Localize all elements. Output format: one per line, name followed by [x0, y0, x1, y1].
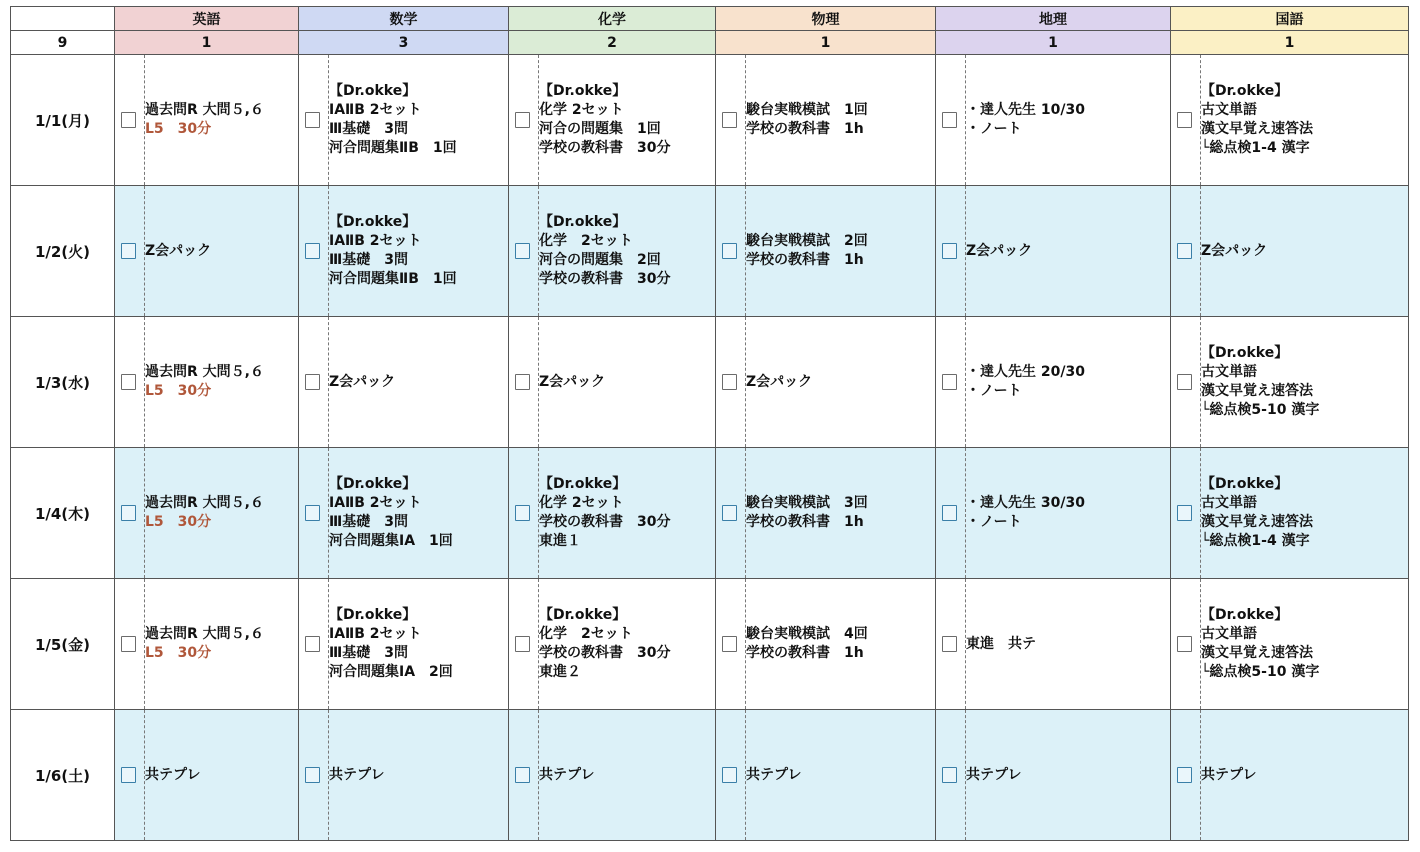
task-line: 古文単語	[1201, 102, 1257, 118]
task-checkbox[interactable]	[722, 505, 737, 521]
task-checkbox[interactable]	[515, 636, 530, 652]
task-line: Z会パック	[329, 373, 396, 390]
task-line: 【Dr.okke】	[329, 214, 417, 230]
task-line: 学校の教科書 30分	[539, 140, 671, 156]
task-line: 共テプレ	[329, 766, 385, 783]
task-line: 駿台実戦模試 1回	[746, 102, 868, 118]
task-cell-english	[115, 186, 299, 317]
task-text	[1198, 475, 1313, 551]
task-cell-japanese	[1171, 317, 1409, 448]
task-line: ⅠAⅡB 2セット	[329, 102, 422, 118]
task-text	[743, 232, 868, 270]
task-checkbox[interactable]	[305, 374, 320, 390]
task-line: 過去問R 大問５,６	[145, 626, 264, 642]
task-line: 河合問題集ⅡB 1回	[329, 140, 457, 156]
day-rows	[11, 55, 1409, 841]
task-line: 学校の教科書 30分	[539, 271, 671, 287]
task-line: 学校の教科書 1h	[746, 645, 864, 661]
corner-cell	[11, 7, 115, 31]
task-line: 東進２	[539, 664, 581, 680]
task-checkbox[interactable]	[722, 243, 737, 259]
task-cell-geography	[936, 448, 1171, 579]
task-text	[963, 101, 1085, 139]
task-checkbox[interactable]	[121, 505, 136, 521]
task-checkbox[interactable]	[1177, 112, 1192, 128]
task-text	[963, 766, 1021, 785]
task-cell-english	[115, 55, 299, 186]
task-checkbox[interactable]	[722, 112, 737, 128]
task-text	[743, 766, 801, 785]
task-line: 共テプレ	[1201, 766, 1257, 783]
task-line: 【Dr.okke】	[329, 476, 417, 492]
date-cell: 1/4(木)	[11, 448, 115, 579]
date-cell: 1/3(水)	[11, 317, 115, 448]
task-line: 化学 2セット	[539, 233, 633, 249]
task-checkbox[interactable]	[1177, 767, 1192, 783]
task-line: Z会パック	[1201, 242, 1268, 259]
task-line: 古文単語	[1201, 495, 1257, 511]
task-checkbox[interactable]	[1177, 374, 1192, 390]
task-line: 漢文早覚え速答法	[1201, 121, 1313, 137]
task-text	[326, 606, 453, 682]
task-cell-geography	[936, 579, 1171, 710]
subject-header-geography: 地理	[936, 7, 1171, 31]
task-line: 過去問R 大問５,６	[145, 495, 264, 511]
task-line: 学校の教科書 1h	[746, 514, 864, 530]
task-checkbox[interactable]	[305, 112, 320, 128]
count-row	[11, 31, 1409, 55]
date-cell: 1/6(土)	[11, 710, 115, 841]
task-line: └総点検5-10 漢字	[1201, 664, 1320, 680]
task-cell-physics	[716, 317, 936, 448]
task-cell-physics	[716, 55, 936, 186]
task-time-note: L5 30分	[145, 121, 212, 137]
task-text	[963, 494, 1085, 532]
task-line: 漢文早覚え速答法	[1201, 383, 1313, 399]
task-checkbox[interactable]	[722, 636, 737, 652]
task-line: Z会パック	[746, 373, 813, 390]
task-line: Ⅲ基礎 3問	[329, 252, 408, 268]
task-checkbox[interactable]	[121, 243, 136, 259]
subject-header-row	[11, 7, 1409, 31]
task-line: 化学 2セット	[539, 102, 624, 118]
task-cell-chemistry	[509, 579, 716, 710]
task-text	[142, 766, 200, 785]
task-text	[1198, 606, 1319, 682]
subject-header-japanese: 国語	[1171, 7, 1409, 31]
task-time-note: L5 30分	[145, 645, 212, 661]
task-line: 【Dr.okke】	[539, 476, 627, 492]
task-checkbox[interactable]	[942, 112, 957, 128]
task-line: 河合問題集ⅠA 2回	[329, 664, 453, 680]
task-checkbox[interactable]	[1177, 636, 1192, 652]
task-checkbox[interactable]	[722, 374, 737, 390]
task-checkbox[interactable]	[305, 767, 320, 783]
task-line: 東進１	[539, 533, 581, 549]
task-line: 駿台実戦模試 4回	[746, 626, 868, 642]
subject-header-english: 英語	[115, 7, 299, 31]
task-checkbox[interactable]	[305, 243, 320, 259]
task-cell-japanese	[1171, 579, 1409, 710]
task-checkbox[interactable]	[121, 374, 136, 390]
task-line: ・達人先生 10/30	[966, 102, 1085, 118]
task-text	[142, 363, 264, 401]
task-cell-physics	[716, 579, 936, 710]
task-line: 共テプレ	[539, 766, 595, 783]
task-line: 【Dr.okke】	[329, 607, 417, 623]
task-cell-physics	[716, 186, 936, 317]
task-line: 共テプレ	[145, 766, 201, 783]
task-text	[326, 475, 453, 551]
task-text	[743, 101, 868, 139]
task-text	[326, 766, 384, 785]
task-line: 【Dr.okke】	[539, 83, 627, 99]
task-line: 共テプレ	[966, 766, 1022, 783]
task-cell-english	[115, 317, 299, 448]
subject-header-chemistry: 化学	[509, 7, 716, 31]
task-line: 河合問題集ⅠA 1回	[329, 533, 453, 549]
task-line: ⅠAⅡB 2セット	[329, 233, 422, 249]
task-text	[142, 101, 264, 139]
task-text	[1198, 242, 1267, 261]
task-line: 河合の問題集 2回	[539, 252, 661, 268]
task-cell-english	[115, 448, 299, 579]
task-checkbox[interactable]	[515, 505, 530, 521]
task-text	[1198, 766, 1256, 785]
task-text	[536, 213, 670, 289]
task-text	[963, 242, 1032, 261]
task-cell-chemistry	[509, 317, 716, 448]
count-label: 9	[11, 31, 115, 55]
task-line: Ⅲ基礎 3問	[329, 645, 408, 661]
task-cell-math	[299, 186, 509, 317]
task-line: └総点検1-4 漢字	[1201, 140, 1310, 156]
task-line: Ⅲ基礎 3問	[329, 514, 408, 530]
task-cell-physics	[716, 710, 936, 841]
task-checkbox[interactable]	[305, 636, 320, 652]
task-line: 東進 共テ	[966, 635, 1036, 652]
task-checkbox[interactable]	[942, 374, 957, 390]
task-text	[1198, 82, 1313, 158]
task-line: 学校の教科書 1h	[746, 252, 864, 268]
task-text	[743, 494, 868, 532]
task-text	[1198, 344, 1319, 420]
task-text	[536, 606, 670, 682]
day-row	[11, 710, 1409, 841]
task-text	[743, 625, 868, 663]
task-line: 化学 2セット	[539, 626, 633, 642]
task-checkbox[interactable]	[942, 636, 957, 652]
task-line: Z会パック	[145, 242, 212, 259]
subject-count-geography: 1	[936, 31, 1171, 55]
task-text	[536, 373, 605, 392]
task-line: Ⅲ基礎 3問	[329, 121, 408, 137]
task-cell-japanese	[1171, 710, 1409, 841]
task-line: 古文単語	[1201, 364, 1257, 380]
task-line: 過去問R 大問５,６	[145, 364, 264, 380]
task-line: 【Dr.okke】	[539, 607, 627, 623]
task-cell-japanese	[1171, 186, 1409, 317]
task-checkbox[interactable]	[722, 767, 737, 783]
study-schedule-table	[10, 6, 1409, 841]
task-checkbox[interactable]	[942, 243, 957, 259]
task-line: 河合問題集ⅡB 1回	[329, 271, 457, 287]
task-line: 【Dr.okke】	[1201, 345, 1289, 361]
task-line: ・達人先生 30/30	[966, 495, 1085, 511]
task-line: 【Dr.okke】	[1201, 476, 1289, 492]
task-cell-geography	[936, 186, 1171, 317]
task-cell-chemistry	[509, 186, 716, 317]
task-text	[963, 635, 1036, 654]
task-line: 共テプレ	[746, 766, 802, 783]
task-cell-geography	[936, 55, 1171, 186]
task-line: 化学 2セット	[539, 495, 624, 511]
task-line: 学校の教科書 1h	[746, 121, 864, 137]
task-cell-japanese	[1171, 55, 1409, 186]
task-text	[326, 213, 457, 289]
task-time-note: L5 30分	[145, 383, 212, 399]
task-text	[963, 363, 1085, 401]
task-line: ⅠAⅡB 2セット	[329, 495, 422, 511]
task-text	[142, 242, 211, 261]
task-text	[536, 766, 594, 785]
task-line: ・達人先生 20/30	[966, 364, 1085, 380]
task-checkbox[interactable]	[121, 636, 136, 652]
date-cell: 1/1(月)	[11, 55, 115, 186]
day-row	[11, 186, 1409, 317]
day-row	[11, 55, 1409, 186]
task-line: └総点検1-4 漢字	[1201, 533, 1310, 549]
task-line: 【Dr.okke】	[539, 214, 627, 230]
subject-count-japanese: 1	[1171, 31, 1409, 55]
task-line: 学校の教科書 30分	[539, 514, 671, 530]
day-row	[11, 317, 1409, 448]
task-line: ⅠAⅡB 2セット	[329, 626, 422, 642]
task-text	[536, 82, 670, 158]
task-checkbox[interactable]	[515, 112, 530, 128]
subject-header-math: 数学	[299, 7, 509, 31]
task-cell-math	[299, 579, 509, 710]
task-cell-chemistry	[509, 55, 716, 186]
task-checkbox[interactable]	[515, 374, 530, 390]
task-cell-geography	[936, 317, 1171, 448]
day-row	[11, 448, 1409, 579]
subject-count-physics: 1	[716, 31, 936, 55]
task-line: 【Dr.okke】	[329, 83, 417, 99]
task-line: ・ノート	[966, 514, 1022, 530]
task-line: 駿台実戦模試 3回	[746, 495, 868, 511]
task-cell-english	[115, 579, 299, 710]
task-checkbox[interactable]	[121, 112, 136, 128]
task-cell-japanese	[1171, 448, 1409, 579]
task-text	[142, 494, 264, 532]
task-text	[326, 82, 457, 158]
task-line: 駿台実戦模試 2回	[746, 233, 868, 249]
task-text	[536, 475, 670, 551]
task-time-note: L5 30分	[145, 514, 212, 530]
task-line: 漢文早覚え速答法	[1201, 514, 1313, 530]
task-line: 【Dr.okke】	[1201, 83, 1289, 99]
day-row	[11, 579, 1409, 710]
task-cell-math	[299, 55, 509, 186]
task-cell-math	[299, 317, 509, 448]
task-cell-math	[299, 710, 509, 841]
subject-header-physics: 物理	[716, 7, 936, 31]
task-checkbox[interactable]	[1177, 505, 1192, 521]
task-cell-physics	[716, 448, 936, 579]
task-line: 【Dr.okke】	[1201, 607, 1289, 623]
task-line: └総点検5-10 漢字	[1201, 402, 1320, 418]
task-line: 古文単語	[1201, 626, 1257, 642]
task-line: 漢文早覚え速答法	[1201, 645, 1313, 661]
task-checkbox[interactable]	[515, 243, 530, 259]
task-checkbox[interactable]	[942, 505, 957, 521]
subject-count-english: 1	[115, 31, 299, 55]
task-cell-math	[299, 448, 509, 579]
task-line: Z会パック	[539, 373, 606, 390]
date-cell: 1/2(火)	[11, 186, 115, 317]
date-cell: 1/5(金)	[11, 579, 115, 710]
task-line: 河合の問題集 1回	[539, 121, 661, 137]
task-line: 学校の教科書 30分	[539, 645, 671, 661]
subject-count-math: 3	[299, 31, 509, 55]
task-text	[326, 373, 395, 392]
task-line: 過去問R 大問５,６	[145, 102, 264, 118]
task-checkbox[interactable]	[1177, 243, 1192, 259]
task-text	[743, 373, 812, 392]
task-checkbox[interactable]	[121, 767, 136, 783]
task-line: ・ノート	[966, 121, 1022, 137]
task-checkbox[interactable]	[305, 505, 320, 521]
task-cell-english	[115, 710, 299, 841]
task-line: ・ノート	[966, 383, 1022, 399]
task-cell-chemistry	[509, 448, 716, 579]
task-cell-geography	[936, 710, 1171, 841]
task-line: Z会パック	[966, 242, 1033, 259]
task-text	[142, 625, 264, 663]
subject-count-chemistry: 2	[509, 31, 716, 55]
task-cell-chemistry	[509, 710, 716, 841]
task-checkbox[interactable]	[515, 767, 530, 783]
task-checkbox[interactable]	[942, 767, 957, 783]
